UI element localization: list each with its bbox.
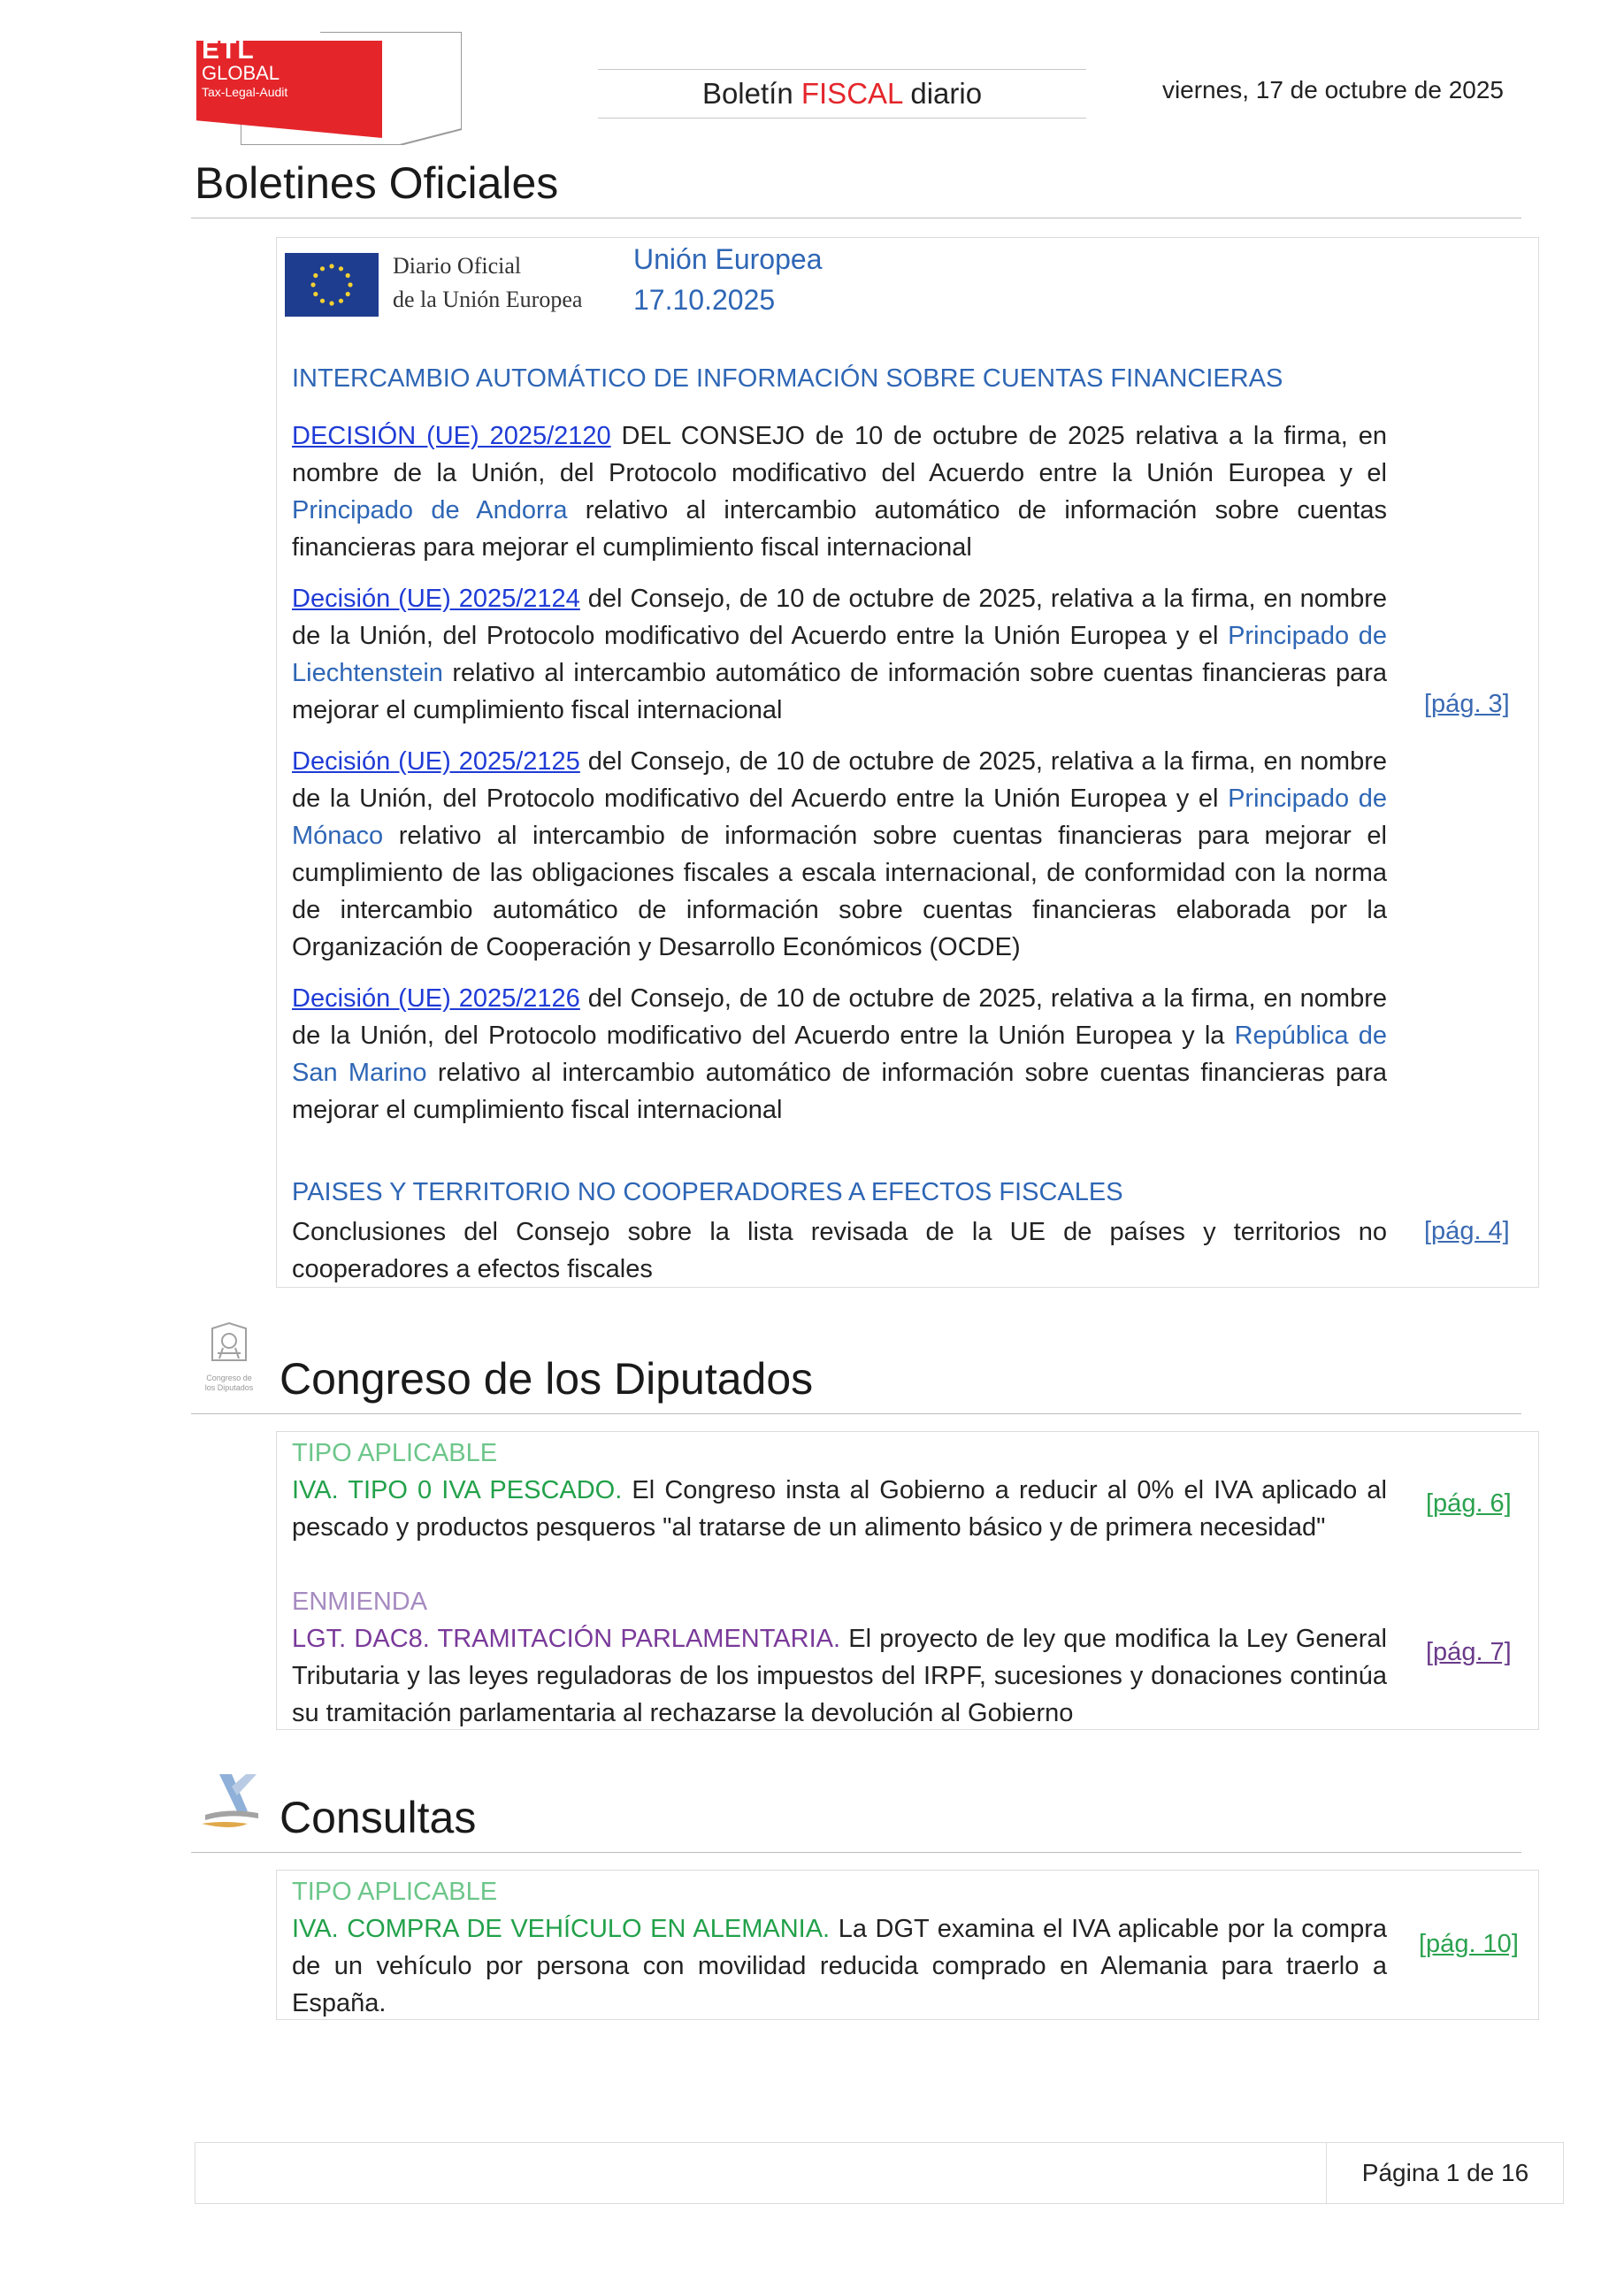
header-date: viernes, 17 de octubre de 2025: [1161, 76, 1504, 103]
page-ref-link[interactable]: [pág. 6]: [1426, 1489, 1512, 1518]
page-ref-link[interactable]: [pág. 4]: [1424, 1217, 1510, 1245]
decision-link-2124[interactable]: Decisión (UE) 2025/2124: [292, 585, 580, 613]
category-enmienda: ENMIENDA: [292, 1588, 428, 1616]
eu-stars: [285, 253, 379, 317]
category-tipo-aplicable: TIPO APLICABLE: [292, 1439, 498, 1467]
group-heading-no-cooperadores: PAISES Y TERRITORIO NO COOPERADORES A EFECTOS FISCALES: [292, 1178, 1123, 1206]
footer-divider: [1326, 2143, 1327, 2203]
footer: [195, 2142, 1564, 2204]
group-heading-intercambio: INTERCAMBIO AUTOMÁTICO DE INFORMACIÓN SOBRE CUENTAS FINANCIERAS: [292, 364, 1283, 393]
source-date: 17.10.2025: [633, 284, 776, 316]
list-item: DECISIÓN (UE) 2025/2120 DEL CONSEJO de 10 de octubre de 2025 relativa a la firma, en nombre de la Unión, del Protocolo modificativo del Acuerdo entre la Unión Europea y el Principado de Andorra relativo al intercambio automático de información sobre cuentas financieras para mejorar el cumplimiento fiscal internacional: [292, 422, 1387, 562]
source-block: [633, 239, 822, 320]
page-ref-link[interactable]: [pág. 10]: [1419, 1930, 1519, 1958]
list-item: LGT. DAC8. TRAMITACIÓN PARLAMENTARIA. El proyecto de ley que modifica la Ley General Tributaria y las leyes reguladoras de los impuestos del IRPF, sucesiones y donaciones continúa su tramitación parlamentaria al rechazarse la devolución al Gobierno: [292, 1625, 1387, 1727]
logo-etl-text: ETL: [202, 35, 255, 65]
section-title-boletines: Boletines Oficiales: [195, 158, 559, 208]
source-name: Unión Europea: [633, 243, 823, 275]
decision-link-2125[interactable]: Decisión (UE) 2025/2125: [292, 747, 580, 776]
section-divider: [191, 1852, 1521, 1853]
section-title-consultas: Consultas: [280, 1793, 477, 1842]
agencia-tributaria-logo-icon: [196, 1769, 267, 1833]
section-title-congreso: Congreso de los Diputados: [280, 1354, 814, 1404]
list-item: Decisión (UE) 2025/2124 del Consejo, de 10 de octubre de 2025, relativa a la firma, en nombre de la Unión, del Protocolo modificativo del Acuerdo entre la Unión Europea y el Principado de Liechtenstein relativo al intercambio automático de información sobre cuentas financieras para mejorar el cumplimiento fiscal internacional: [292, 585, 1387, 724]
category-tipo-aplicable: TIPO APLICABLE: [292, 1878, 498, 1906]
section-divider: [191, 1413, 1521, 1414]
aeat-emblem: [196, 1769, 267, 1833]
decision-link-2120[interactable]: DECISIÓN (UE) 2025/2120: [292, 422, 611, 450]
doue-label: Diario Oficial de la Unión Europea: [393, 253, 583, 312]
page-number: Página 1 de 16: [1361, 2159, 1529, 2186]
list-item: Decisión (UE) 2025/2125 del Consejo, de 10 de octubre de 2025, relativa a la firma, en nombre de la Unión, del Protocolo modificativo del Acuerdo entre la Unión Europea y el Principado de Mónaco relativo al intercambio de información sobre cuentas financieras para mejorar el cumplimiento de las obligaciones fiscales a escala internacional, de conformidad con la norma de intercambio automático de información sobre cuentas financieras elaborada por la Organización de Cooperación y Desarrollo Económicos (OCDE): [292, 747, 1387, 961]
congreso-icon-label-1: Congreso de: [206, 1374, 252, 1382]
decision-link-2126[interactable]: Decisión (UE) 2025/2126: [292, 984, 580, 1013]
list-item: IVA. TIPO 0 IVA PESCADO. El Congreso insta al Gobierno a reducir al 0% el IVA aplicado al pescado y productos pesqueros "al tratarse de un alimento básico y de primera necesidad": [292, 1476, 1387, 1542]
congreso-logo-icon: [200, 1320, 258, 1392]
list-item: IVA. COMPRA DE VEHÍCULO EN ALEMANIA. La DGT examina el IVA aplicable por la compra de un vehículo por persona con movilidad reducida comprado en Alemania para traerlo a España.: [292, 1915, 1388, 2017]
page-ref-link[interactable]: [pág. 7]: [1426, 1638, 1512, 1666]
page-ref-link[interactable]: [pág. 3]: [1424, 690, 1510, 718]
etl-global-logo: [196, 32, 462, 154]
congreso-icon-label-2: los Diputados: [204, 1383, 254, 1392]
list-item: Decisión (UE) 2025/2126 del Consejo, de 10 de octubre de 2025, relativa a la firma, en nombre de la Unión, del Protocolo modificativo del Acuerdo entre la Unión Europea y la República de San Marino relativo al intercambio automático de información sobre cuentas financieras para mejorar el cumplimiento fiscal internacional: [292, 984, 1387, 1124]
bulletin-title: Boletín FISCAL diario: [598, 69, 1086, 119]
congreso-emblem: [200, 1320, 258, 1369]
logo-global-text: GLOBAL: [202, 62, 280, 84]
eu-flag-icon: [285, 253, 379, 317]
list-item: Conclusiones del Consejo sobre la lista revisada de la UE de países y territorios no cooperadores a efectos fiscales: [292, 1218, 1387, 1283]
bulletin-fiscal: FISCAL: [801, 77, 903, 110]
logo-tagline: Tax-Legal-Audit: [202, 85, 288, 99]
